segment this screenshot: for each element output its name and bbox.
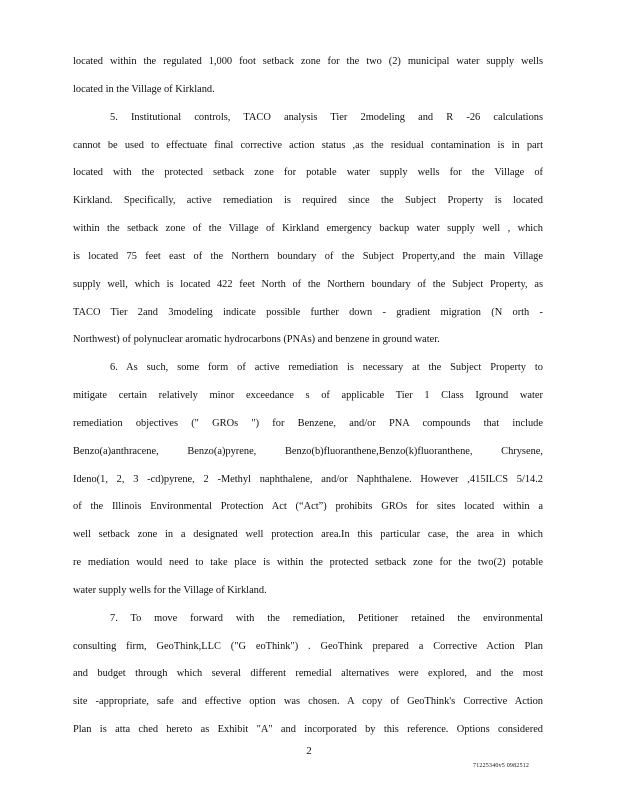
body-line: Plan is atta ched hereto as Exhibit "A" and incorporated by this reference. Options considered bbox=[73, 724, 543, 735]
paragraph-5-start: 5. Institutional controls, TACO analysis Tier 2modeling and R -26 calculations bbox=[110, 112, 543, 123]
body-line: of the Illinois Environmental Protection Act (“Act”) prohibits GROs for sites located within a bbox=[73, 501, 543, 512]
body-line: water supply wells for the Village of Kirkland. bbox=[73, 585, 267, 596]
body-line: remediation objectives (" GROs ") for Benzene, and/or PNA compounds that include bbox=[73, 418, 543, 429]
body-line: Benzo(a)anthracene, Benzo(a)pyrene, Benzo(b)fluoranthene,Benzo(k)fluoranthene, Chrysene, bbox=[73, 446, 543, 457]
body-line: well setback zone in a designated well protection area.In this particular case, the area in which bbox=[73, 529, 543, 540]
body-line: supply well, which is located 422 feet North of the Northern boundary of the Subject Property, as bbox=[73, 279, 543, 290]
document-id-footer: 71225340v5 0982512 bbox=[473, 763, 530, 769]
body-line: re mediation would need to take place is within the protected setback zone for the two(2) potable bbox=[73, 557, 543, 568]
body-line: Kirkland. Specifically, active remediation is required since the Subject Property is located bbox=[73, 195, 543, 206]
body-line: and budget through which several different remedial alternatives were explored, and the most bbox=[73, 668, 543, 679]
body-line: cannot be used to effectuate final corrective action status ,as the residual contamination is in part bbox=[73, 140, 543, 151]
body-line: located in the Village of Kirkland. bbox=[73, 84, 215, 95]
body-line: is located 75 feet east of the Northern boundary of the Subject Property,and the main Village bbox=[73, 251, 543, 262]
body-line: TACO Tier 2and 3modeling indicate possible further down - gradient migration (N orth - bbox=[73, 307, 543, 318]
body-line: Northwest) of polynuclear aromatic hydrocarbons (PNAs) and benzene in ground water. bbox=[73, 334, 440, 345]
body-line: within the setback zone of the Village of Kirkland emergency backup water supply well , which bbox=[73, 223, 543, 234]
body-line: located within the regulated 1,000 foot setback zone for the two (2) municipal water supply wells bbox=[73, 56, 543, 67]
paragraph-6-start: 6. As such, some form of active remediation is necessary at the Subject Property to bbox=[110, 362, 543, 373]
body-line: site -appropriate, safe and effective option was chosen. A copy of GeoThink's Corrective Action bbox=[73, 696, 543, 707]
body-line: located with the protected setback zone for potable water supply wells for the Village of bbox=[73, 167, 543, 178]
body-line: consulting firm, GeoThink,LLC ("G eoThink") . GeoThink prepared a Corrective Action Plan bbox=[73, 641, 543, 652]
page-number: 2 bbox=[306, 745, 312, 757]
body-line: Ideno(1, 2, 3 -cd)pyrene, 2 -Methyl naphthalene, and/or Naphthalene. However ,415ILCS 5/14.2 bbox=[73, 474, 543, 485]
paragraph-7-start: 7. To move forward with the remediation, Petitioner retained the environmental bbox=[110, 613, 543, 624]
body-line: mitigate certain relatively minor exceedance s of applicable Tier 1 Class Iground water bbox=[73, 390, 543, 401]
